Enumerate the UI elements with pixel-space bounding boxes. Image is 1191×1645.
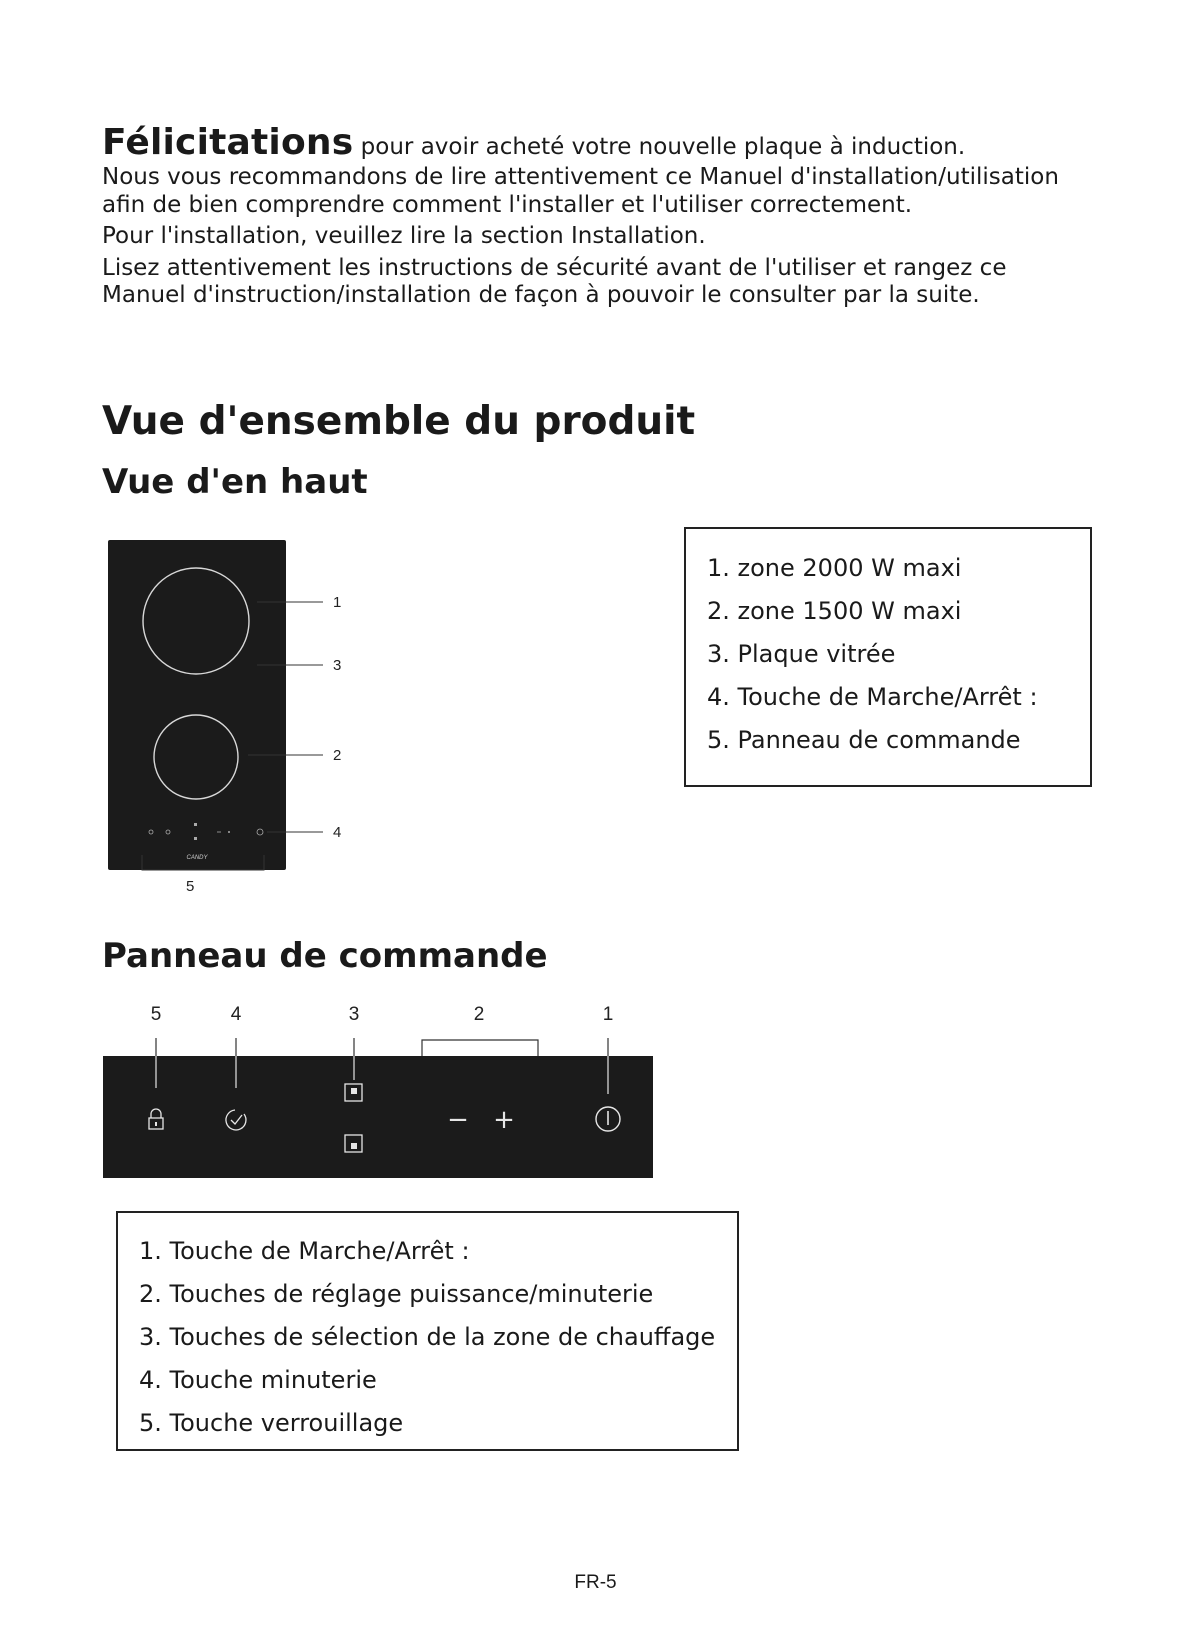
panel-callout-1: 1 [602,1004,614,1025]
legend-control-panel-list [139,1230,737,1445]
panel-callout-bracket-2 [422,1040,538,1056]
hob-callout-5: 5 [186,878,195,895]
legend-item: 2. Touches de réglage puissance/minuterie [139,1280,654,1308]
mini-zone-select-icon-2 [194,837,197,840]
legend-top-view [684,527,1092,787]
legend-item: 1. Touche de Marche/Arrêt : [139,1237,470,1265]
hob-top-view-diagram [100,535,360,905]
intro-paragraph-1: Nous vous recommandons de lire attentivement ce Manuel d'installation/utilisation afin de bien comprendre comment l'installer et l'utiliser correctement. [102,164,1059,218]
legend-item: 5. Touche verrouillage [139,1409,404,1437]
intro-first-line [102,122,1062,164]
subtitle-control-panel: Panneau de commande [102,936,548,976]
control-panel-diagram [100,998,660,1178]
legend-item: 2. zone 1500 W maxi [707,597,962,625]
legend-item: 5. Panneau de commande [707,726,1021,754]
plus-button[interactable]: + [493,1105,515,1135]
intro-paragraph-2: Pour l'installation, veuillez lire la section Installation. [102,223,706,249]
control-panel-body [103,1056,653,1178]
panel-callout-2: 2 [473,1004,485,1025]
hob-glass-plate [108,540,286,870]
intro-paragraph-3: Lisez attentivement les instructions de sécurité avant de l'utiliser et rangez ce Manuel d'instruction/installation de façon à pouvoir le consulter par la suite. [102,254,1007,308]
intro-first-line-rest: pour avoir acheté votre nouvelle plaque à induction. [360,134,966,160]
control-panel-svg [100,998,660,1178]
legend-top-view-list [707,547,1090,762]
hob-callout-2: 2 [333,747,342,764]
hob-brand-logo: CANDY [186,855,208,861]
panel-callout-3: 3 [348,1004,360,1025]
legend-item: 3. Plaque vitrée [707,640,896,668]
legend-item: 1. zone 2000 W maxi [707,554,962,582]
congratulations-heading: Félicitations [102,122,354,163]
hob-callout-4: 4 [333,824,342,841]
page-number: FR-5 [574,1572,617,1593]
legend-item: 3. Touches de sélection de la zone de chauffage [139,1323,716,1351]
panel-callout-5: 5 [150,1004,162,1025]
mini-zone-select-icon-1 [194,823,197,826]
hob-callout-1: 1 [333,594,342,611]
hob-svg [100,535,360,905]
panel-callout-4: 4 [230,1004,242,1025]
hob-callout-3: 3 [333,657,342,674]
legend-item: 4. Touche de Marche/Arrêt : [707,683,1038,711]
section-title-overview: Vue d'ensemble du produit [102,399,696,444]
intro-text [102,122,1062,314]
subtitle-top-view: Vue d'en haut [102,462,368,502]
legend-item: 4. Touche minuterie [139,1366,377,1394]
legend-control-panel [116,1211,739,1451]
minus-button[interactable]: − [447,1105,469,1135]
mini-plus-icon [228,831,230,833]
